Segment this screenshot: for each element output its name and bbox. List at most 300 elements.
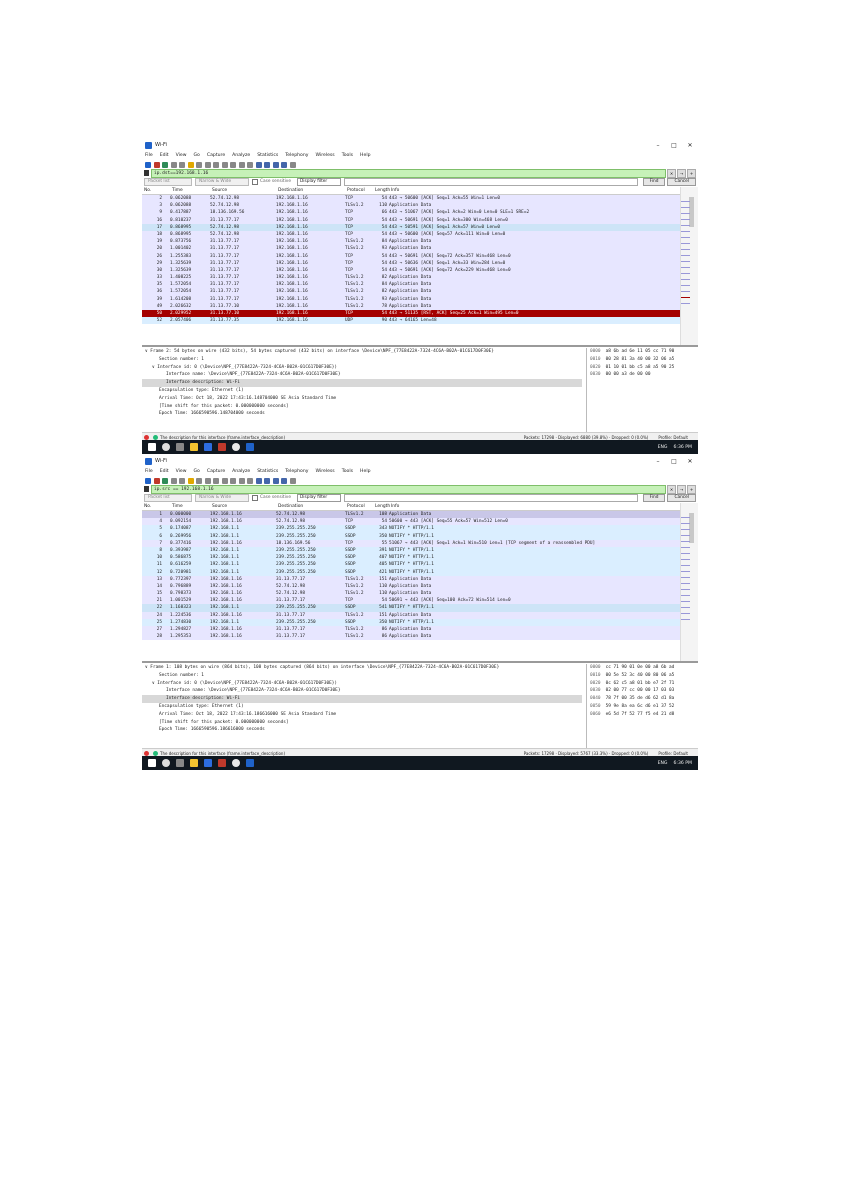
packet-destination: 192.168.1.16 [276,296,308,302]
packet-protocol: TLSv1.2 [345,203,364,209]
menu-analyze[interactable]: Analyze [232,153,251,158]
detail-tree-leaf[interactable] [142,695,582,703]
word-icon[interactable] [204,759,212,767]
detail-text: Section number: 1 [159,356,204,362]
packet-time: 0.092154 [170,519,192,525]
search-mode-dropdown[interactable]: Display filter [297,494,341,502]
packet-list-scrollbar[interactable] [680,503,698,661]
chevron-down-icon[interactable]: ∨ [145,665,151,670]
clear-filter-button[interactable]: ✕ [667,485,676,494]
toolbar-button-icon[interactable] [230,162,236,168]
menu-view[interactable]: View [175,469,187,474]
table-row[interactable] [142,518,680,525]
chrome-icon[interactable] [232,759,240,767]
minimap-marker [681,595,690,596]
packet-source: 31.13.77.35 [210,318,240,324]
detail-tree-leaf[interactable] [142,719,582,727]
table-row[interactable] [142,583,680,590]
table-row[interactable] [142,540,680,547]
case-sensitive-checkbox[interactable] [252,495,258,501]
packet-source: 192.168.1.16 [210,591,242,597]
hex-row[interactable] [587,703,698,711]
packet-destination: 192.168.1.16 [276,203,308,209]
chevron-down-icon[interactable]: ∨ [145,349,151,354]
packet-destination: 192.168.1.16 [276,217,308,223]
chrome-icon[interactable] [232,443,240,451]
detail-tree-leaf[interactable] [142,379,582,387]
char-width-dropdown[interactable]: Narrow & Wide [195,494,249,502]
status-message: The description for this interface (frame.interface_description) [160,750,286,756]
add-filter-button[interactable]: + [687,169,696,178]
profile-label[interactable]: Profile: Default [658,434,688,440]
toolbar-button-icon[interactable] [239,478,245,484]
detail-tree-node[interactable] [142,680,582,688]
search-icon[interactable] [162,443,170,451]
packet-destination: 192.168.1.16 [276,246,308,252]
menu-file[interactable]: File [145,153,153,158]
menu-view[interactable]: View [175,153,187,158]
col-protocol[interactable]: Protocol [347,188,365,193]
packet-protocol: TCP [345,217,353,223]
find-button[interactable]: Find [643,494,666,502]
minimap-marker [681,541,690,542]
minimize-button[interactable]: – [656,457,660,465]
col-info[interactable]: Info [391,504,400,509]
table-row[interactable] [142,195,680,202]
packet-time: 0.417887 [170,210,192,216]
table-row[interactable] [142,569,680,576]
char-width-dropdown[interactable]: Narrow & Wide [195,178,249,186]
table-row[interactable] [142,554,680,561]
detail-tree-node[interactable] [142,664,582,672]
menu-capture[interactable]: Capture [206,469,226,474]
hex-row[interactable] [587,371,698,379]
tray-clock[interactable]: 6:36 PM [673,444,692,450]
search-icon[interactable] [162,759,170,767]
packet-length: 93 [381,246,387,252]
tray-language[interactable]: ENG [657,760,668,766]
packet-no: 11 [156,562,162,568]
table-row[interactable] [142,296,680,303]
find-input[interactable] [344,178,638,186]
table-row[interactable] [142,209,680,216]
packet-length: 86 [381,627,387,632]
table-row[interactable] [142,202,680,209]
toolbar-button-icon[interactable] [196,162,202,168]
detail-tree-leaf[interactable] [142,387,582,395]
packet-length: 90 [381,318,387,324]
packet-source: 192.168.1.16 [210,540,242,546]
menu-file[interactable]: File [145,469,153,474]
clear-filter-button[interactable]: ✕ [667,169,676,178]
packet-no: 52 [156,318,162,324]
packet-time: 0.174087 [170,526,192,532]
menu-telephony[interactable]: Telephony [285,153,309,158]
packet-protocol: TLSv1.2 [345,512,364,517]
minimap-marker [681,553,690,554]
packet-length: 110 [379,583,387,589]
packet-rows [142,195,680,324]
apply-filter-button[interactable]: → [677,169,686,178]
detail-tree-node[interactable] [142,348,582,356]
toolbar-button-icon[interactable] [222,478,228,484]
table-row[interactable] [142,604,680,611]
case-sensitive-checkbox[interactable] [252,179,258,185]
packet-destination: 31.13.77.17 [276,598,306,604]
apply-filter-button[interactable]: → [677,485,686,494]
col-destination[interactable]: Destination [278,504,304,509]
toolbar-button-icon[interactable] [247,162,253,168]
app-icon[interactable] [218,759,226,767]
menu-go[interactable]: Go [193,469,200,474]
toolbar-button-icon[interactable] [205,478,211,484]
packet-info: Application Data [389,512,432,517]
minimap-marker [681,267,690,268]
detail-text: Epoch Time: 1666590596.148704000 seconds [159,411,265,417]
toolbar-button-icon[interactable] [256,478,262,484]
toolbar-button-icon[interactable] [171,162,177,168]
pane-divider[interactable] [142,661,698,663]
toolbar-button-icon[interactable] [145,478,151,484]
toolbar-button-icon[interactable] [256,162,262,168]
minimap-marker [681,213,690,214]
table-row[interactable] [142,238,680,245]
packet-source: 192.168.1.16 [210,576,242,582]
menu-telephony[interactable]: Telephony [285,469,309,474]
minimap-marker [681,583,690,584]
col-protocol[interactable]: Protocol [347,504,365,509]
hex-offset: 0030 [590,688,601,694]
packet-time: 0.810237 [170,217,192,223]
packet-time: 1.224536 [170,612,192,618]
hex-row[interactable] [587,711,698,719]
toolbar-button-icon[interactable] [154,478,160,484]
packet-source: 192.168.1.1 [210,562,240,568]
table-row[interactable] [142,626,680,633]
toolbar-button-icon[interactable] [281,478,287,484]
title-bar [142,455,698,467]
hex-row[interactable] [587,695,698,703]
find-button[interactable]: Find [643,178,666,186]
detail-tree-node[interactable] [142,364,582,372]
toolbar-button-icon[interactable] [222,162,228,168]
menu-help[interactable]: Help [360,469,371,474]
toolbar-button-icon[interactable] [196,478,202,484]
hex-row[interactable] [587,680,698,688]
menu-statistics[interactable]: Statistics [257,153,279,158]
packet-destination: 239.255.255.250 [276,619,316,625]
menu-tools[interactable]: Tools [341,153,354,158]
detail-tree-leaf[interactable] [142,672,582,680]
packet-no: 25 [156,619,162,625]
packet-no: 18 [156,231,162,237]
display-filter-bar [144,169,696,177]
toolbar-button-icon[interactable] [281,162,287,168]
detail-tree-leaf[interactable] [142,711,582,719]
packet-counts: Packets: 17298 · Displayed: 5767 (33.3%) · Dropped: 0 (0.0%) [523,750,649,756]
table-row[interactable] [142,525,680,532]
wireshark-taskbar-icon[interactable] [246,443,254,451]
hex-row[interactable] [587,348,698,356]
tray-clock[interactable]: 6:36 PM [673,760,692,766]
cancel-button[interactable]: Cancel [667,494,696,502]
table-row[interactable] [142,317,680,324]
col-destination[interactable]: Destination [278,188,304,193]
toolbar-button-icon[interactable] [188,162,194,168]
col-length[interactable]: Length [375,188,391,193]
detail-tree-leaf[interactable] [142,703,582,711]
toolbar-button-icon[interactable] [230,478,236,484]
packet-list-scrollbar[interactable] [680,187,698,345]
case-sensitive-label: Case sensitive [260,179,291,184]
packet-time: 1.408225 [170,275,192,281]
packet-source: 52.74.12.98 [210,231,240,237]
packet-no: 20 [156,246,162,252]
toolbar-button-icon[interactable] [239,162,245,168]
table-row[interactable] [142,267,680,274]
windows-taskbar [142,440,698,454]
packet-protocol: TLSv1.2 [345,289,364,295]
cancel-button[interactable]: Cancel [667,178,696,186]
task-view-icon[interactable] [176,759,184,767]
detail-tree-leaf[interactable] [142,410,582,418]
packet-time: 0.796889 [170,583,192,589]
expert-info-icon[interactable] [144,751,149,756]
table-row[interactable] [142,597,680,604]
detail-text: Interface description: Wi-Fi [166,380,241,386]
hex-offset: 0060 [590,711,601,717]
col-info[interactable]: Info [391,188,400,193]
toolbar-button-icon[interactable] [179,162,185,168]
toolbar-button-icon[interactable] [162,162,168,168]
packet-no: 16 [156,217,162,223]
start-icon[interactable] [148,759,156,767]
minimize-button[interactable]: – [656,141,660,149]
menu-edit[interactable]: Edit [159,469,169,474]
packet-info: Application Data [389,239,432,245]
toolbar-button-icon[interactable] [273,162,279,168]
hex-row[interactable] [587,364,698,372]
start-icon[interactable] [148,443,156,451]
table-row[interactable] [142,576,680,583]
tray-language[interactable]: ENG [657,444,668,450]
minimap-marker [681,589,690,590]
packet-destination: 192.168.1.16 [276,210,308,216]
packet-protocol: SSDP [345,547,356,553]
menu-tools[interactable]: Tools [341,469,354,474]
file-explorer-icon[interactable] [190,443,198,451]
col-no[interactable]: No. [144,504,152,509]
toolbar-button-icon[interactable] [290,162,296,168]
table-row[interactable] [142,612,680,619]
table-row[interactable] [142,511,680,518]
toolbar-button-icon[interactable] [213,478,219,484]
toolbar-button-icon[interactable] [188,478,194,484]
close-button[interactable]: ✕ [687,457,693,465]
detail-text: Arrival Time: Oct 18, 2022 17:43:16.186616000 SE Asia Standard Time [159,711,337,717]
toolbar-button-icon[interactable] [213,162,219,168]
maximize-button[interactable]: □ [671,457,677,465]
table-row[interactable] [142,281,680,288]
detail-tree-leaf[interactable] [142,395,582,403]
menu-analyze[interactable]: Analyze [232,469,251,474]
col-time[interactable]: Time [172,504,183,509]
packet-destination: 52.74.12.98 [276,519,306,525]
maximize-button[interactable]: □ [671,141,677,149]
bookmark-icon[interactable] [144,486,149,492]
file-explorer-icon[interactable] [190,759,198,767]
col-no[interactable]: No. [144,188,152,193]
packet-no: 1 [159,512,162,517]
packet-time: 2.026632 [170,303,192,309]
table-row[interactable] [142,619,680,626]
detail-tree-leaf[interactable] [142,726,582,734]
menu-capture[interactable]: Capture [206,153,226,158]
packet-time: 0.720981 [170,569,192,575]
table-row[interactable] [142,288,680,295]
packet-no: 14 [156,583,162,589]
packet-info: Application Data [389,275,432,281]
minimap-marker [681,577,690,578]
packet-info: NOTIFY * HTTP/1.1 [389,555,434,561]
detail-tree-leaf[interactable] [142,356,582,364]
bookmark-icon[interactable] [144,170,149,176]
toolbar-button-icon[interactable] [264,478,270,484]
add-filter-button[interactable]: + [687,485,696,494]
toolbar-button-icon[interactable] [145,162,151,168]
table-row[interactable] [142,547,680,554]
display-filter-input[interactable]: ip.dst==192.168.1.16 [151,169,666,178]
wireshark-taskbar-icon[interactable] [246,759,254,767]
menu-edit[interactable]: Edit [159,153,169,158]
packet-destination: 192.168.1.16 [276,275,308,281]
packet-time: 1.294827 [170,627,192,632]
hex-bytes: cc 71 90 01 0e 00 a8 6b ad [605,665,675,670]
display-filter-input[interactable]: ip.src == 192.168.1.16 [151,485,666,494]
packet-protocol: TCP [345,540,353,546]
find-input[interactable] [344,494,638,502]
packet-time: 1.572054 [170,289,192,295]
menu-wireless[interactable]: Wireless [315,469,335,474]
chevron-down-icon[interactable]: ∨ [152,364,158,370]
search-in-dropdown[interactable]: Packet list [144,178,192,186]
col-source[interactable]: Source [212,504,228,509]
menu-bar [142,467,698,476]
app-icon[interactable] [218,443,226,451]
menu-help[interactable]: Help [360,153,371,158]
table-row[interactable] [142,217,680,224]
detail-text: Interface id: 0 (\Device\NPF_{77E8422A-7324-4C6A-B02A-01C617D0F30E}) [157,364,338,370]
system-tray [658,761,698,766]
packet-source: 52.74.12.98 [210,196,240,201]
hex-row[interactable] [587,356,698,364]
packet-source: 31.13.77.17 [210,246,240,252]
packet-protocol: SSDP [345,526,356,532]
packet-time: 0.269956 [170,533,192,539]
expert-info-icon[interactable] [144,435,149,440]
packet-info: 443 → 50636 [ACK] Seq=1 Ack=33 Win=284 Len=0 [389,260,506,266]
hex-offset: 0030 [590,372,601,378]
menu-go[interactable]: Go [193,153,200,158]
detail-tree-leaf[interactable] [142,403,582,411]
detail-tree-leaf[interactable] [142,371,582,379]
table-row[interactable] [142,274,680,281]
chevron-down-icon[interactable]: ∨ [152,680,158,686]
packet-destination: 239.255.255.250 [276,555,316,561]
packet-source: 192.168.1.1 [210,526,240,532]
toolbar-button-icon[interactable] [171,478,177,484]
profile-label[interactable]: Profile: Default [658,750,688,756]
minimap-marker [681,607,690,608]
packet-no: 19 [156,239,162,245]
detail-tree-leaf[interactable] [142,687,582,695]
packet-time: 1.295353 [170,634,192,640]
toolbar-button-icon[interactable] [162,478,168,484]
hex-row[interactable] [587,687,698,695]
toolbar-button-icon[interactable] [264,162,270,168]
packet-no: 33 [156,275,162,281]
toolbar-button-icon[interactable] [154,162,160,168]
table-row[interactable] [142,231,680,238]
comment-icon[interactable] [153,435,158,440]
search-in-dropdown[interactable]: Packet list [144,494,192,502]
packet-no: 10 [156,555,162,561]
table-row[interactable] [142,253,680,260]
hex-offset: 0010 [590,356,601,362]
table-row[interactable] [142,633,680,640]
toolbar-button-icon[interactable] [290,478,296,484]
detail-text: Interface name: \Device\NPF_{77E8422A-7324-4C6A-B02A-01C617D0F30E} [166,372,341,378]
menu-wireless[interactable]: Wireless [315,153,335,158]
packet-protocol: SSDP [345,619,356,625]
hex-row[interactable] [587,672,698,680]
table-row[interactable] [142,561,680,568]
word-icon[interactable] [204,443,212,451]
packet-source: 192.168.1.16 [210,512,242,517]
col-time[interactable]: Time [172,188,183,193]
packet-details-pane [142,664,582,748]
table-row[interactable] [142,245,680,252]
packet-source: 31.13.77.17 [210,296,240,302]
search-mode-dropdown[interactable]: Display filter [297,178,341,186]
table-row[interactable] [142,303,680,310]
packet-time: 2.029952 [170,311,192,316]
hex-row[interactable] [587,664,698,672]
packet-length: 343 [379,526,387,532]
packet-time: 1.325639 [170,267,192,273]
table-row[interactable] [142,590,680,597]
toolbar-button-icon[interactable] [205,162,211,168]
toolbar-button-icon[interactable] [179,478,185,484]
col-source[interactable]: Source [212,188,228,193]
menu-statistics[interactable]: Statistics [257,469,279,474]
task-view-icon[interactable] [176,443,184,451]
close-button[interactable]: ✕ [687,141,693,149]
col-length[interactable]: Length [375,504,391,509]
minimap-marker [681,613,690,614]
table-row[interactable] [142,533,680,540]
toolbar-button-icon[interactable] [273,478,279,484]
hex-offset: 0040 [590,696,601,702]
pane-divider[interactable] [142,345,698,347]
table-row[interactable] [142,260,680,267]
packet-no: 13 [156,576,162,582]
table-row[interactable] [142,224,680,231]
toolbar-button-icon[interactable] [247,478,253,484]
table-row[interactable] [142,310,680,317]
packet-no: 9 [159,210,162,216]
comment-icon[interactable] [153,751,158,756]
